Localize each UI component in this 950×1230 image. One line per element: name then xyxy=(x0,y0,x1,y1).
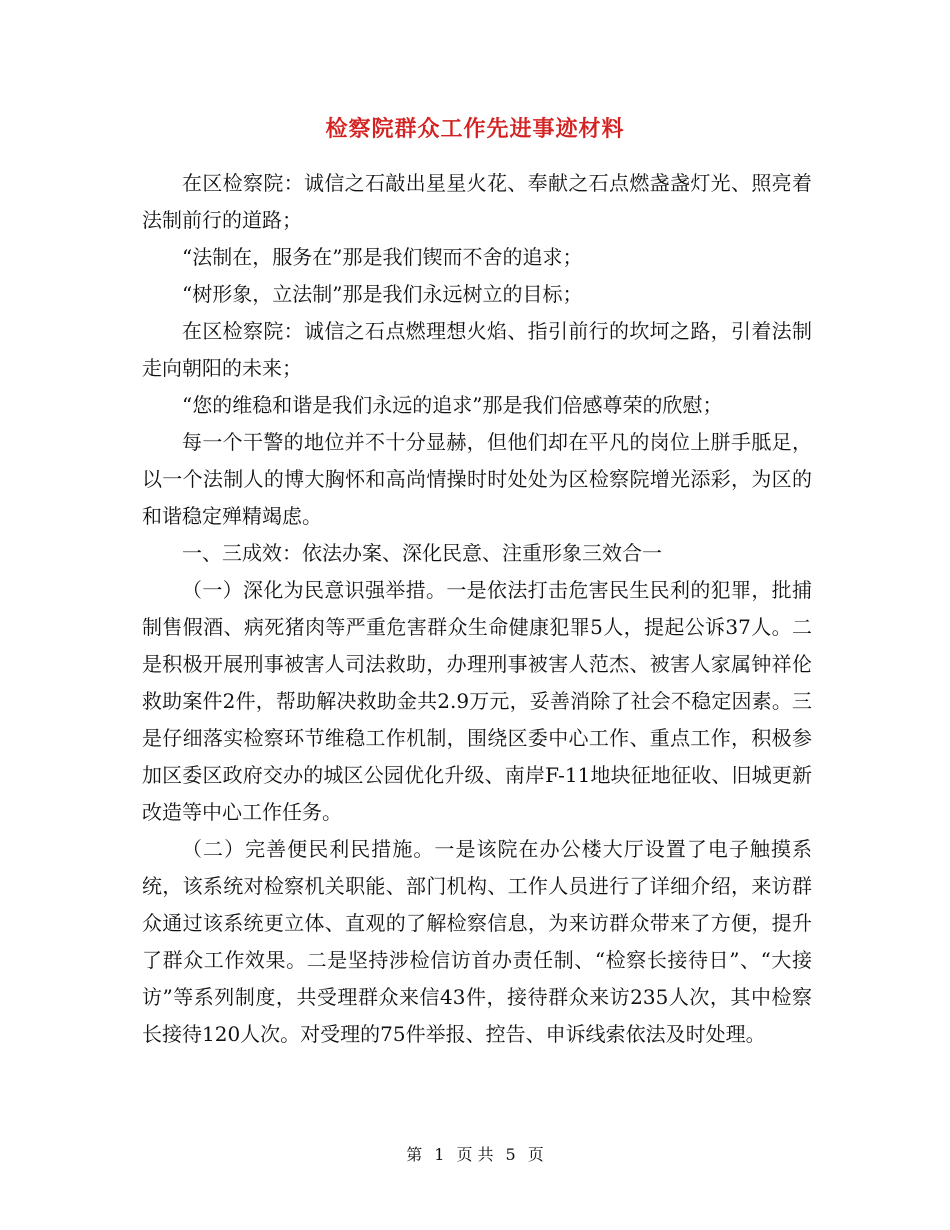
section-heading: 一、三成效：依法办案、深化民意、注重形象三效合一 xyxy=(182,541,662,565)
paragraph: “树形象，立法制”那是我们永远树立的目标； xyxy=(182,282,583,306)
document-title: 检察院群众工作先进事迹材料 xyxy=(325,116,625,142)
paragraph: 在区检察院：诚信之石敲出星星火花、奉献之石点燃盏盏灯光、照亮着法制前行的道路； xyxy=(142,171,812,232)
paragraph: “法制在，服务在”那是我们锲而不舍的追求； xyxy=(182,245,583,269)
paragraph: （二）完善便民利民措施。一是该院在办公楼大厅设置了电子触摸系统，该系统对检察机关职能、部门机构、工作人员进行了详细介绍，来访群众通过该系统更立体、直观的了解检察信息，为来访群众带来了方便，提升了群众工作效果。二是坚持涉检信访首办责任制、“检察长接待日”、“大接访”等系列制度，共受理群众来信43件，接待群众来访235人次，其中检察长接待120人次。对受理的75件举报、控告、申诉线索依法及时处理。 xyxy=(142,837,812,1046)
paragraph: （一）深化为民意识强举措。一是依法打击危害民生民利的犯罪，批捕制售假酒、病死猪肉等严重危害群众生命健康犯罪5人，提起公诉37人。二是积极开展刑事被害人司法救助，办理刑事被害人范杰、被害人家属钟祥伦救助案件2件，帮助解决救助金共2.9万元，妥善消除了社会不稳定因素。三是仔细落实检察环节维稳工作机制，围绕区委中心工作、重点工作，积极参加区委区政府交办的城区公园优化升级、南岸F-11地块征地征收、旧城更新改造等中心工作任务。 xyxy=(142,578,812,824)
paragraph: 在区检察院：诚信之石点燃理想火焰、指引前行的坎坷之路，引着法制走向朝阳的未来； xyxy=(142,319,812,380)
total-pages-number: 5 xyxy=(505,1145,516,1164)
current-page-number: 1 xyxy=(434,1145,445,1164)
page-label-prefix: 第 xyxy=(406,1145,423,1164)
page-label-mid: 页 共 xyxy=(456,1145,494,1164)
page-label-suffix: 页 xyxy=(527,1145,544,1164)
page-footer xyxy=(0,1142,950,1165)
paragraph: 每一个干警的地位并不十分显赫，但他们却在平凡的岗位上胼手胝足，以一个法制人的博大胸怀和高尚情操时时处处为区检察院增光添彩，为区的和谐稳定殚精竭虑。 xyxy=(142,430,812,528)
paragraph: “您的维稳和谐是我们永远的追求”那是我们倍感尊荣的欣慰； xyxy=(182,393,723,417)
document-body xyxy=(142,165,812,1053)
